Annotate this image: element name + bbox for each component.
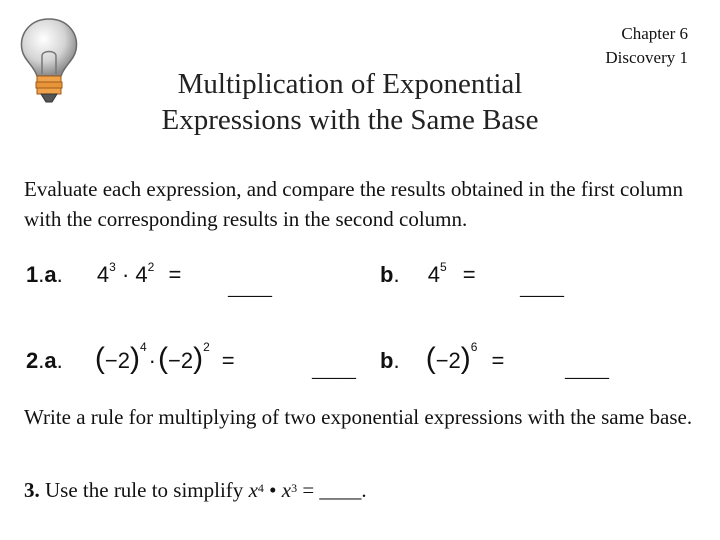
title-line-2: Expressions with the Same Base (161, 104, 539, 136)
problem-2b-expression: $(-2)^6=$ (425, 340, 505, 375)
q3-answer-blank: = ____. (297, 478, 367, 502)
q3-operator: • (263, 478, 282, 502)
q3-var-1: x (248, 478, 258, 502)
title-line-1: Multiplication of Exponential (177, 68, 523, 100)
q3-exp-2: 3 (291, 481, 298, 495)
problem-1b-expression: $4^5$ = (427, 260, 476, 287)
rule-prompt: Write a rule for multiplying of two exponential expressions with the same base. (24, 405, 693, 429)
problem-1a-label: 1.a. (26, 262, 63, 287)
problem-2a-blank: ____ (312, 356, 356, 381)
question-3-text: Use the rule to simplify (39, 478, 249, 502)
instructions-text: Evaluate each expression, and compare the results obtained in the first column with the corresponding results in the second column. (24, 177, 683, 231)
problem-2b-blank: ____ (565, 356, 609, 381)
problem-1a-blank: ____ (228, 274, 272, 299)
problem-1a (26, 262, 181, 288)
problem-1b-label: b. (380, 262, 400, 287)
lightbulb-icon (14, 16, 84, 108)
chapter-number: Chapter 6 (621, 24, 688, 43)
discovery-number: Discovery 1 (605, 48, 688, 67)
q3-var-2: x (281, 478, 292, 502)
question-3-number: 3. (24, 478, 40, 502)
question-3 (24, 475, 367, 505)
slide-title (100, 66, 600, 138)
problem-2a-expression: $(-2)^4\cdot(-2)^2=$ (94, 340, 235, 375)
problem-2b-label: b. (380, 348, 400, 373)
problem-2a-label: 2.a. (26, 348, 63, 373)
problem-1a-expression: $4^3 \cdot 4^2$ = (96, 260, 182, 287)
chapter-label (605, 22, 688, 70)
problem-2a (26, 342, 235, 376)
problem-2b (380, 342, 504, 376)
problem-1b-blank: ____ (520, 274, 564, 299)
q3-exp-1: 4 (257, 481, 264, 495)
problem-1b (380, 262, 476, 288)
